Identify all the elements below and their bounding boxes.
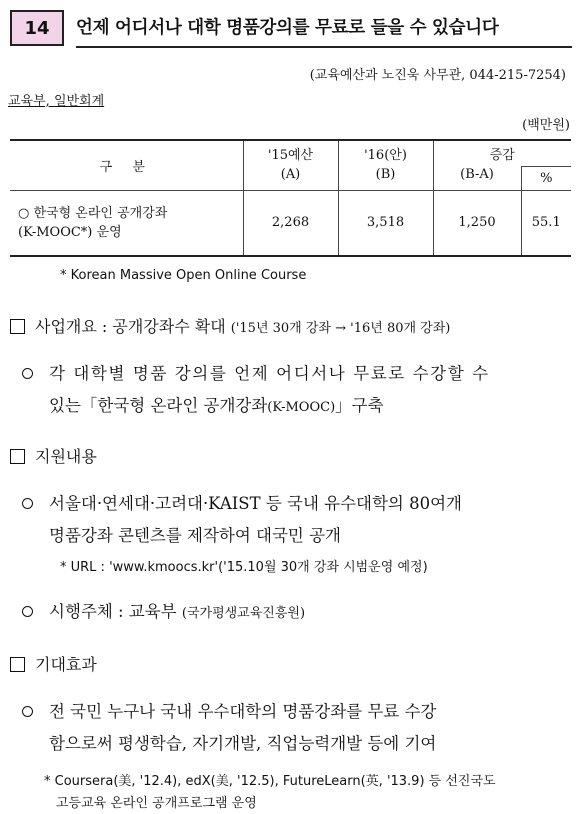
col2-header-line1: '16(안) bbox=[364, 148, 407, 164]
row-value-pct: 55.1 bbox=[521, 190, 571, 256]
table-footnote: * Korean Massive Open Online Course bbox=[60, 268, 307, 283]
support-bullet-2 bbox=[22, 598, 305, 622]
col2-header-line2: (B) bbox=[375, 167, 396, 183]
unit-label: (백만원) bbox=[522, 118, 570, 133]
table-header-change-pct bbox=[521, 166, 571, 190]
page-header bbox=[10, 10, 570, 50]
title-underline bbox=[76, 46, 572, 48]
circle-bullet-icon bbox=[22, 706, 33, 717]
section-overview-note: ('15년 30개 강좌 → '16년 80개 강좌) bbox=[230, 321, 451, 336]
row-name-line1: ○ 한국형 온라인 공개강좌 bbox=[18, 205, 168, 221]
overview-bullet-line2 bbox=[49, 392, 384, 416]
effects-bullet bbox=[22, 698, 436, 722]
section-number-badge: 14 bbox=[10, 10, 64, 46]
section-support-title: 지원내용 bbox=[35, 447, 97, 466]
row-name-cell bbox=[10, 190, 243, 256]
overview-line2-end: 」구축 bbox=[335, 396, 384, 415]
circle-bullet-icon bbox=[22, 606, 33, 617]
effects-bullet-line1: 전 국민 누구나 국내 우수대학의 명품강좌를 무료 수강 bbox=[49, 702, 437, 721]
table-header-change-abs bbox=[433, 166, 521, 190]
contact-info: (교육예산과 노진욱 사무관, 044-215-7254) bbox=[309, 68, 566, 83]
table-row bbox=[10, 190, 571, 256]
square-bullet-icon bbox=[10, 319, 25, 334]
support-bullet-1-line1: 서울대·연세대·고려대·KAIST 등 국내 유수대학의 80여개 bbox=[49, 494, 462, 513]
change-header-text: 증감 bbox=[489, 147, 515, 163]
circle-bullet-icon bbox=[22, 368, 33, 379]
section-support bbox=[10, 444, 97, 467]
overview-line2-kmooc: (K-MOOC) bbox=[267, 400, 336, 415]
square-bullet-icon bbox=[10, 657, 25, 672]
overview-line2-text: 있는「한국형 온라인 공개강좌 bbox=[49, 396, 268, 415]
section-overview-title: 사업개요 : 공개강좌수 확대 bbox=[35, 317, 226, 336]
support-bullet-1 bbox=[22, 490, 462, 514]
change-abs-header-text: (B-A) bbox=[460, 167, 494, 182]
budget-table bbox=[10, 139, 571, 257]
row-name-line2: (K-MOOC*) 운영 bbox=[18, 224, 122, 240]
section-overview bbox=[10, 314, 450, 337]
col1-header-line2: (A) bbox=[280, 167, 301, 183]
support-bullet-2-text: 시행주체 : 교육부 bbox=[49, 602, 177, 621]
section-effects bbox=[10, 652, 97, 675]
support-bullet-2-note: (국가평생교육진흥원) bbox=[181, 606, 306, 621]
change-pct-header-text: % bbox=[540, 170, 553, 186]
row-value-2016: 3,518 bbox=[338, 190, 433, 256]
circle-bullet-icon bbox=[22, 498, 33, 509]
overview-bullet bbox=[22, 360, 490, 384]
section-effects-title: 기대효과 bbox=[35, 655, 97, 674]
row-value-2015: 2,268 bbox=[243, 190, 338, 256]
department-label: 교육부, 일반회계 bbox=[8, 94, 105, 109]
col1-header-line1: '15예산 bbox=[267, 148, 314, 164]
effects-note-line1: * Coursera(美, '12.4), edX(美, '12.5), FutureLearn(英, '13.9) 등 선진국도 bbox=[44, 774, 496, 789]
table-header-label-text: 구 분 bbox=[99, 159, 153, 175]
table-header-label bbox=[10, 140, 243, 190]
row-value-change: 1,250 bbox=[433, 190, 521, 256]
table-header-col2 bbox=[338, 140, 433, 190]
square-bullet-icon bbox=[10, 449, 25, 464]
table-header-col1 bbox=[243, 140, 338, 190]
page-title: 언제 어디서나 대학 명품강의를 무료로 들을 수 있습니다 bbox=[76, 18, 499, 38]
effects-note-line2: 고등교육 온라인 공개프로그램 운영 bbox=[56, 796, 257, 811]
table-header-change bbox=[433, 140, 571, 166]
support-url-note: * URL : 'www.kmoocs.kr'('15.10월 30개 강좌 시범운영 예정) bbox=[60, 560, 428, 575]
overview-bullet-line1: 각 대학별 명품 강의를 언제 어디서나 무료로 수강할 수 bbox=[49, 364, 490, 383]
support-bullet-1-line2: 명품강좌 콘텐츠를 제작하여 대국민 공개 bbox=[49, 526, 341, 545]
effects-bullet-line2: 함으로써 평생학습, 자기개발, 직업능력개발 등에 기여 bbox=[49, 734, 437, 753]
